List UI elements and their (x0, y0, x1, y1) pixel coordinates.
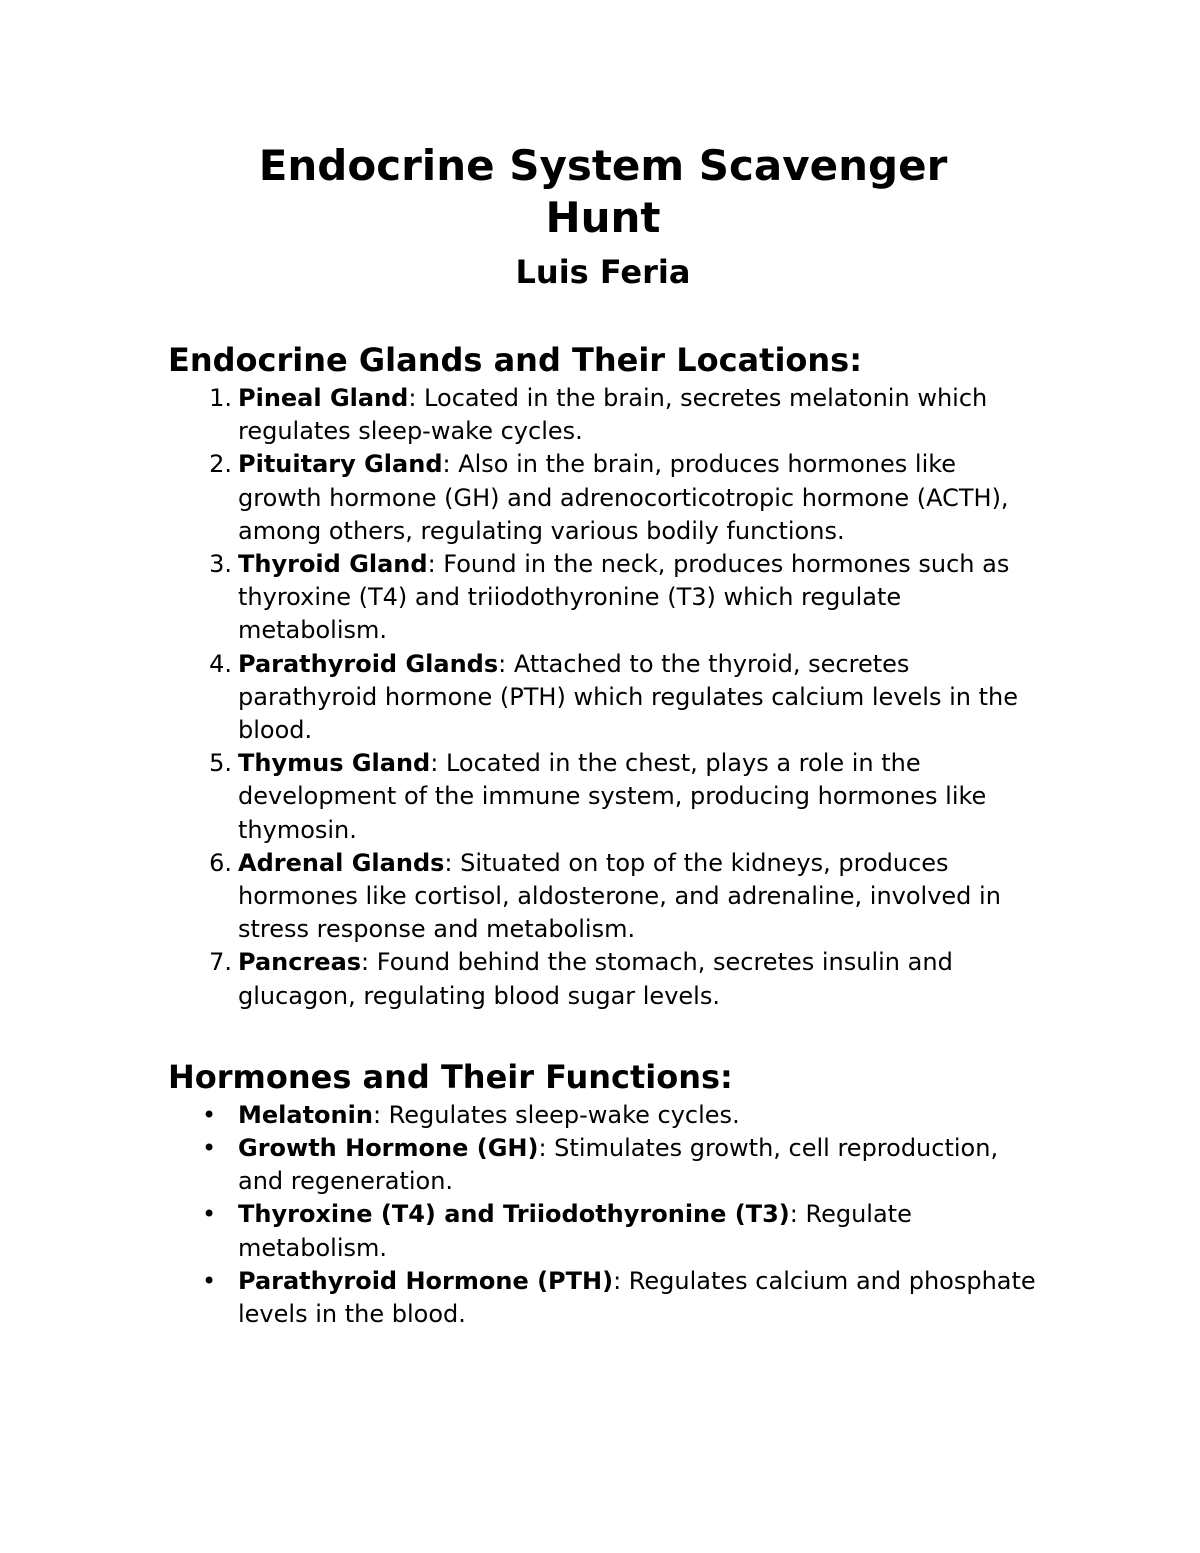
item-description: : Located in the brain, secretes melatonin which regulates sleep-wake cycles. (238, 384, 988, 446)
item-description: : Found behind the stomach, secretes insulin and glucagon, regulating blood sugar levels. (238, 948, 953, 1010)
list-item (168, 1265, 1038, 1331)
list-item (168, 448, 1038, 548)
item-description: : Found in the neck, produces hormones such as thyroxine (T4) and triiodothyronine (T3) which regulate metabolism. (238, 550, 1010, 645)
list-number: 2. (209, 450, 232, 479)
item-description: : Stimulates growth, cell reproduction, and regeneration. (238, 1134, 999, 1196)
list-item (168, 1099, 1038, 1132)
hormones-list (168, 1099, 1038, 1331)
list-item (168, 1198, 1038, 1264)
bullet-icon: • (202, 1100, 217, 1129)
document-author: Luis Feria (515, 253, 691, 291)
item-term: Pituitary Gland (238, 450, 443, 479)
list-item (168, 382, 1038, 448)
list-number: 5. (209, 749, 232, 778)
list-number: 1. (209, 384, 232, 412)
item-description: : Regulates calcium and phosphate levels in the blood. (238, 1266, 1036, 1329)
list-item (168, 548, 1038, 648)
item-term: Parathyroid Hormone (PTH) (238, 1266, 614, 1295)
bullet-icon: • (202, 1266, 217, 1295)
section-heading-glands: Endocrine Glands and Their Locations: (168, 341, 863, 379)
item-term: Thymus Gland (238, 749, 431, 778)
item-term: Adrenal Glands (238, 848, 445, 877)
item-description: : Also in the brain, produces hormones like growth hormone (GH) and adrenocorticotropic hormone (ACTH), among others, regulating various bodily functions. (238, 450, 1009, 545)
list-item (168, 648, 1038, 748)
item-term: Thyroxine (T4) and Triiodothyronine (T3) (238, 1200, 790, 1229)
item-term: Parathyroid Glands (238, 649, 499, 678)
item-term: Thyroid Gland (238, 550, 428, 579)
item-description: : Attached to the thyroid, secretes parathyroid hormone (PTH) which regulates calcium levels in the blood. (238, 649, 1018, 745)
list-number: 6. (209, 848, 232, 877)
item-description: : Located in the chest, plays a role in the development of the immune system, producing hormones like thymosin. (238, 749, 987, 844)
item-description: : Regulate metabolism. (238, 1200, 912, 1262)
item-description: : Regulates sleep-wake cycles. (372, 1100, 740, 1129)
list-item (168, 1132, 1038, 1198)
item-term: Melatonin (238, 1100, 373, 1129)
list-item (168, 946, 1038, 1012)
item-term: Pineal Gland (238, 384, 409, 412)
item-term: Growth Hormone (GH) (238, 1134, 539, 1163)
list-item (168, 847, 1038, 947)
document-title: Endocrine System Scavenger Hunt (258, 141, 948, 242)
list-number: 7. (209, 948, 232, 977)
list-number: 4. (209, 649, 232, 678)
item-description: : Situated on top of the kidneys, produces hormones like cortisol, aldosterone, and adrenaline, involved in stress response and metabolism. (238, 848, 1001, 944)
document-page (168, 140, 1038, 1331)
glands-list (168, 382, 1038, 1013)
bullet-icon: • (202, 1200, 217, 1229)
item-term: Pancreas (238, 948, 362, 977)
list-number: 3. (209, 550, 232, 579)
bullet-icon: • (202, 1134, 217, 1163)
section-heading-hormones: Hormones and Their Functions: (168, 1057, 733, 1096)
list-item (168, 747, 1038, 847)
